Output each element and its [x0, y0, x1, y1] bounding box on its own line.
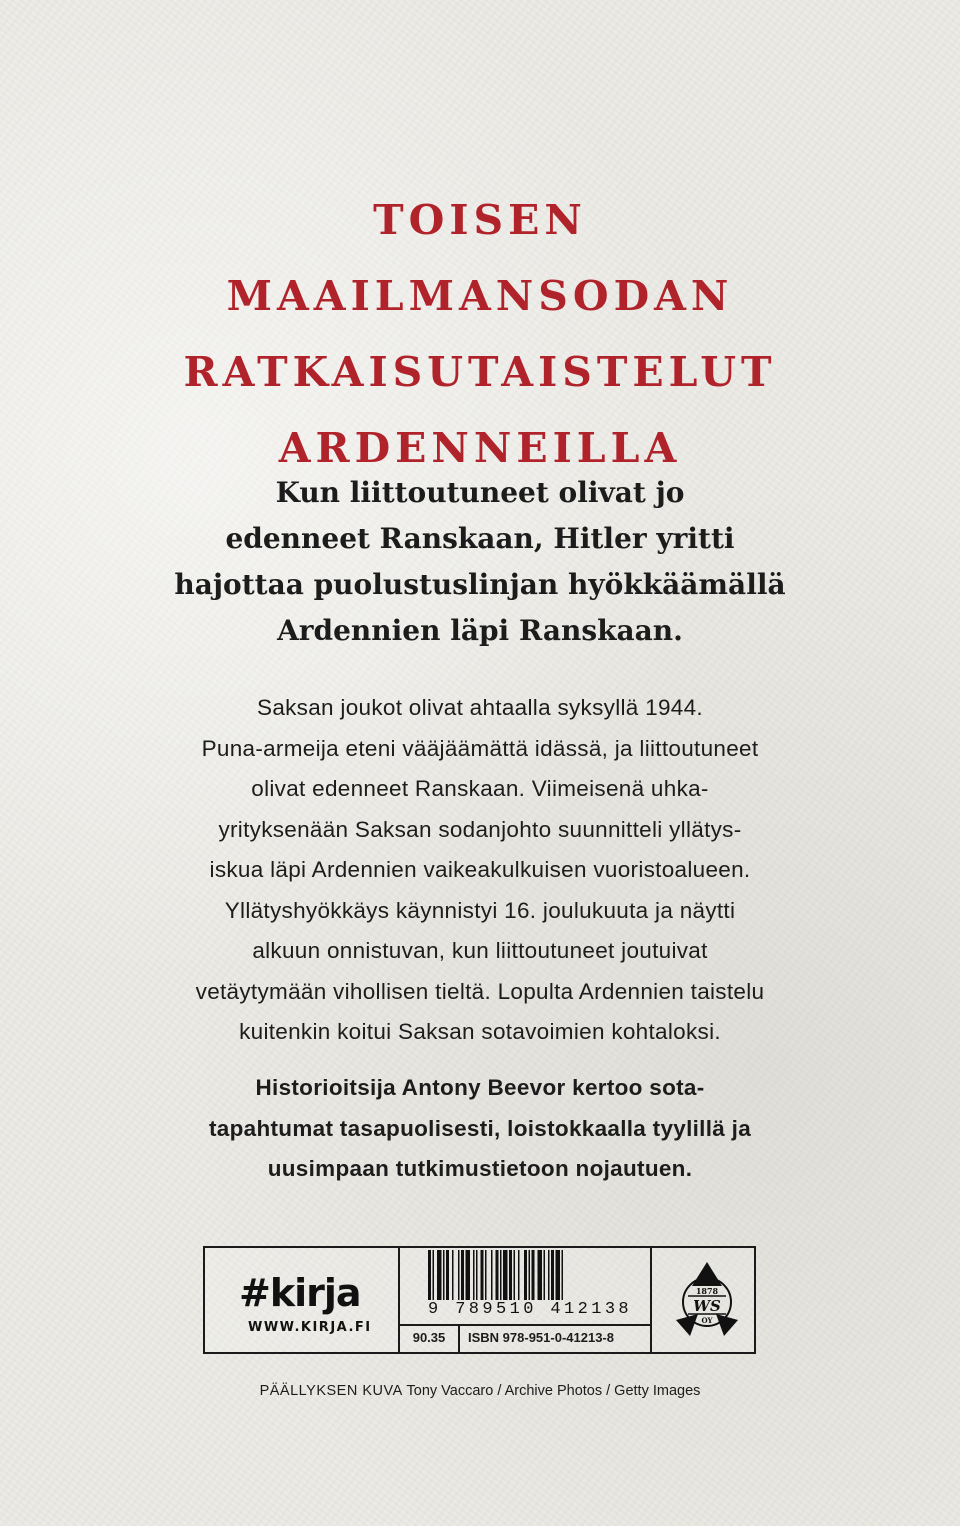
body-line-8: vetäytymään vihollisen tieltä. Lopulta Ardennien taistelu [195, 978, 765, 1004]
barcode-bar [481, 1250, 484, 1300]
seal-cell [652, 1248, 754, 1352]
barcode-bar [503, 1250, 508, 1300]
barcode-bar [446, 1250, 449, 1300]
barcode-bar [496, 1250, 499, 1300]
body2-line-3: uusimpaan tutkimustietoon nojautuen. [267, 1156, 693, 1181]
barcode-bar [544, 1250, 546, 1300]
lead-line-1: Kun liittoutuneet olivat jo [275, 476, 685, 509]
publisher-info-box [203, 1246, 756, 1354]
isbn-number: ISBN 978-951-0-41213-8 [468, 1330, 614, 1345]
barcode-bar [509, 1250, 512, 1300]
barcode-bar [485, 1250, 487, 1300]
barcode-bar [473, 1250, 475, 1300]
credit-text: Tony Vaccaro / Archive Photos / Getty Images [402, 1383, 701, 1399]
cover-photo-credit [0, 1383, 960, 1399]
body2-line-2: tapahtumat tasapuolisesti, loistokkaalla tyylillä ja [208, 1115, 752, 1141]
body2-line-1: Historioitsija Antony Beevor kertoo sota- [255, 1075, 705, 1100]
barcode-bar [562, 1250, 564, 1300]
barcode-bar [514, 1250, 516, 1300]
barcode-bar [538, 1250, 543, 1300]
author-paragraph [0, 1068, 960, 1190]
barcode-bar [491, 1250, 493, 1300]
barcode-bar [529, 1250, 531, 1300]
title-line-2: MAAILMANSODAN [226, 272, 734, 320]
title-line-1: TOISEN [373, 196, 587, 244]
credit-label: PÄÄLLYKSEN KUVA [259, 1383, 403, 1399]
publisher-logo-cell [205, 1248, 400, 1352]
publisher-url: WWW.KIRJA.FI [248, 1320, 372, 1335]
price-code: 90.35 [400, 1326, 460, 1352]
barcode-bar [500, 1250, 502, 1300]
barcode-bar [443, 1250, 445, 1300]
lead-line-3: hajottaa puolustuslinjan hyökkäämällä [174, 568, 786, 601]
barcode-bar [551, 1250, 554, 1300]
barcode-bar [433, 1250, 435, 1300]
barcode-bar [548, 1250, 550, 1300]
barcode-bar [428, 1250, 431, 1300]
barcode-bar [437, 1250, 442, 1300]
barcode-bar [532, 1250, 535, 1300]
body-line-7: alkuun onnistuvan, kun liittoutuneet joutuivat [252, 938, 708, 963]
seal-year: 1878 [695, 1286, 719, 1296]
body-line-1: Saksan joukot olivat ahtaalla syksyllä 1944. [257, 695, 703, 720]
wsoy-seal-icon [670, 1256, 744, 1342]
body-line-2: Puna-armeija eteni vääjäämättä idässä, ja liittoutuneet [201, 735, 759, 761]
barcode-bar [556, 1250, 561, 1300]
barcode-bar [458, 1250, 460, 1300]
barcode-bar [524, 1250, 527, 1300]
body-line-9: kuitenkin koitui Saksan sotavoimien kohtaloksi. [239, 1019, 721, 1044]
description-paragraph [0, 688, 960, 1053]
title-line-3: RATKAISUTAISTELUT [183, 348, 777, 396]
lead-line-4: Ardennien läpi Ranskaan. [277, 614, 683, 647]
barcode-digits: 9 789510 412138 [428, 1300, 633, 1319]
body-line-4: yrityksenään Saksan sodanjohto suunnitteli yllätys- [218, 816, 742, 842]
barcode-bar [461, 1250, 464, 1300]
barcode-bar [452, 1250, 454, 1300]
lead-paragraph [0, 470, 960, 654]
lead-line-2: edenneet Ranskaan, Hitler yritti [225, 522, 735, 555]
barcode-bar [476, 1250, 478, 1300]
body-line-6: Yllätyshyökkäys käynnistyi 16. joulukuuta ja näytti [224, 897, 736, 923]
body-line-5: iskua läpi Ardennien vaikeakulkuisen vuoristoalueen. [209, 857, 751, 882]
seal-suffix: OY [701, 1316, 713, 1325]
price-isbn-row [400, 1324, 650, 1352]
barcode-bar [518, 1250, 520, 1300]
barcode-cell [400, 1248, 652, 1352]
body-line-3: olivat edenneet Ranskaan. Viimeisenä uhka- [251, 776, 709, 801]
title-line-4: ARDENNEILLA [278, 424, 682, 472]
seal-monogram: WS [693, 1297, 721, 1315]
barcode-icon [424, 1250, 624, 1300]
book-title [0, 182, 960, 486]
barcode-bar [466, 1250, 471, 1300]
kirja-logo: #kirja [239, 1271, 361, 1315]
